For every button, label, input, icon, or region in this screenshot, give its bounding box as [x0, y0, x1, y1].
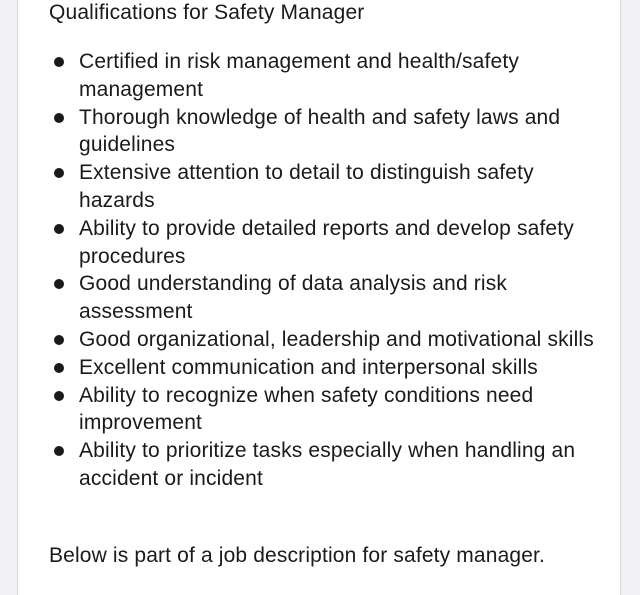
bullet-icon [54, 279, 64, 289]
bullet-icon [54, 363, 64, 373]
list-item [49, 104, 594, 160]
list-item [49, 354, 594, 382]
bullet-icon [54, 446, 64, 456]
page-title: Qualifications for Safety Manager [49, 1, 365, 24]
footer-note: Below is part of a job description for safety manager. [49, 544, 546, 567]
bullet-icon [54, 335, 64, 345]
document-card [17, 0, 621, 595]
list-item [49, 437, 594, 493]
list-item [49, 270, 594, 326]
bullet-icon [54, 57, 64, 67]
list-item-text: Ability to prioritize tasks especially when handling an accident or incident [79, 439, 576, 490]
list-item [49, 48, 594, 104]
list-item-text: Ability to recognize when safety conditions need improvement [79, 383, 534, 435]
list-item-text: Extensive attention to detail to distinguish safety hazards [79, 161, 534, 212]
list-item-text: Good organizational, leadership and motivational skills [79, 327, 594, 351]
list-item-text: Thorough knowledge of health and safety laws and guidelines [79, 105, 561, 157]
list-item-text: Certified in risk management and health/safety management [79, 50, 519, 101]
bullet-icon [54, 113, 64, 123]
bullet-icon [54, 391, 64, 401]
list-item-text: Ability to provide detailed reports and develop safety procedures [79, 216, 574, 268]
list-item-text: Good understanding of data analysis and risk assessment [79, 272, 508, 324]
list-item-text: Excellent communication and interpersonal skills [79, 355, 538, 379]
list-item [49, 215, 594, 271]
list-item [49, 159, 594, 215]
list-item [49, 382, 594, 438]
list-item [49, 326, 594, 354]
qualifications-list [49, 48, 594, 493]
bullet-icon [54, 224, 64, 234]
bullet-icon [54, 168, 64, 178]
